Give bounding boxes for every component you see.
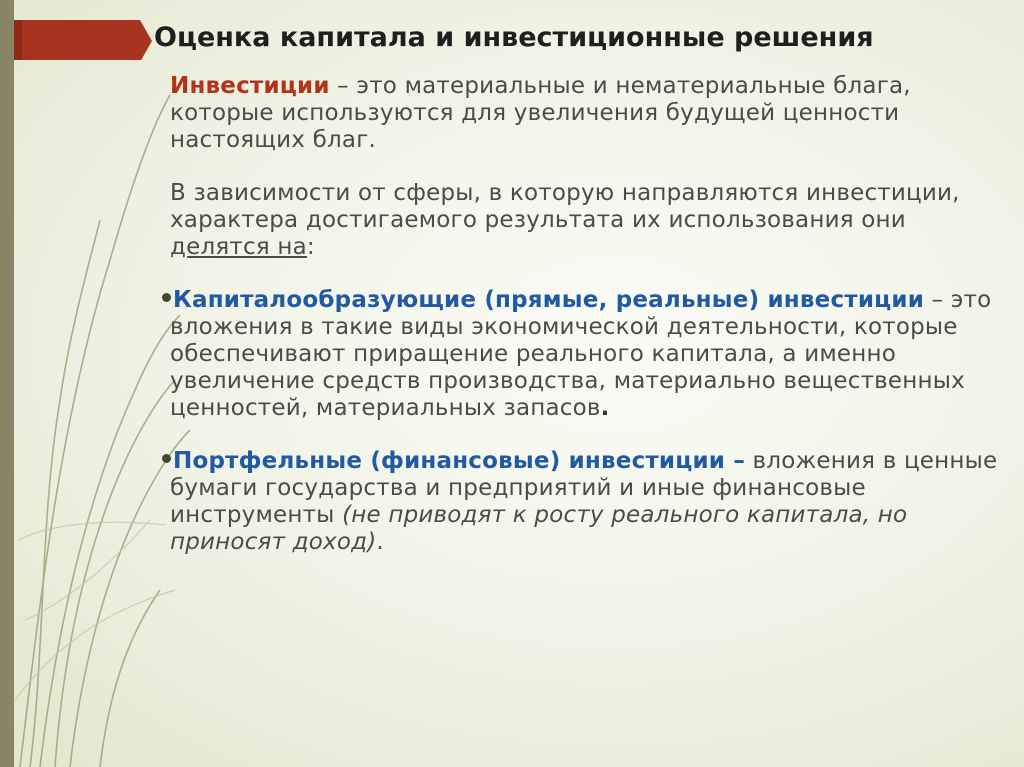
paragraph-investments-definition xyxy=(170,73,1010,154)
term-capital-investments: Капиталообразующие (прямые, реальные) инвестиции xyxy=(173,287,925,313)
title-marker-arrow xyxy=(0,0,152,60)
classification-text: В зависимости от сферы, в которую направляются инвестиции, характера достигаемого результата их использования они xyxy=(170,180,960,233)
page-title: Оценка капитала и инвестиционные решения xyxy=(154,22,874,53)
term-investments: Инвестиции xyxy=(170,73,330,99)
period: . xyxy=(376,529,384,555)
definition-text: – это материальные и нематериальные блага, которые используются для увеличения будущей ценности настоящих благ. xyxy=(170,73,911,153)
colon: : xyxy=(306,234,315,260)
paragraph-classification xyxy=(170,180,1010,261)
underlined-text: делятся на xyxy=(170,234,307,260)
period: . xyxy=(600,395,610,421)
capital-investments-text: – это вложения в такие виды экономической деятельности, которые обеспечивают приращение реального капитала, а именно увеличение средств производства, материально вещественных ценностей, материальных запасов xyxy=(170,287,992,421)
bullet-dot-icon xyxy=(162,293,171,302)
term-portfolio-investments: Портфельные (финансовые) инвестиции – xyxy=(173,448,746,474)
italic-note: (не приводят к росту реального капитала, но приносят доход) xyxy=(170,502,908,555)
portfolio-investments-text: вложения в ценные бумаги государства и предприятий и иные финансовые инструменты xyxy=(170,448,998,528)
bullet-capital-investments xyxy=(170,287,1010,422)
bullet-dot-icon xyxy=(162,454,171,463)
bullet-portfolio-investments xyxy=(170,448,1010,556)
slide-content xyxy=(170,73,1010,582)
